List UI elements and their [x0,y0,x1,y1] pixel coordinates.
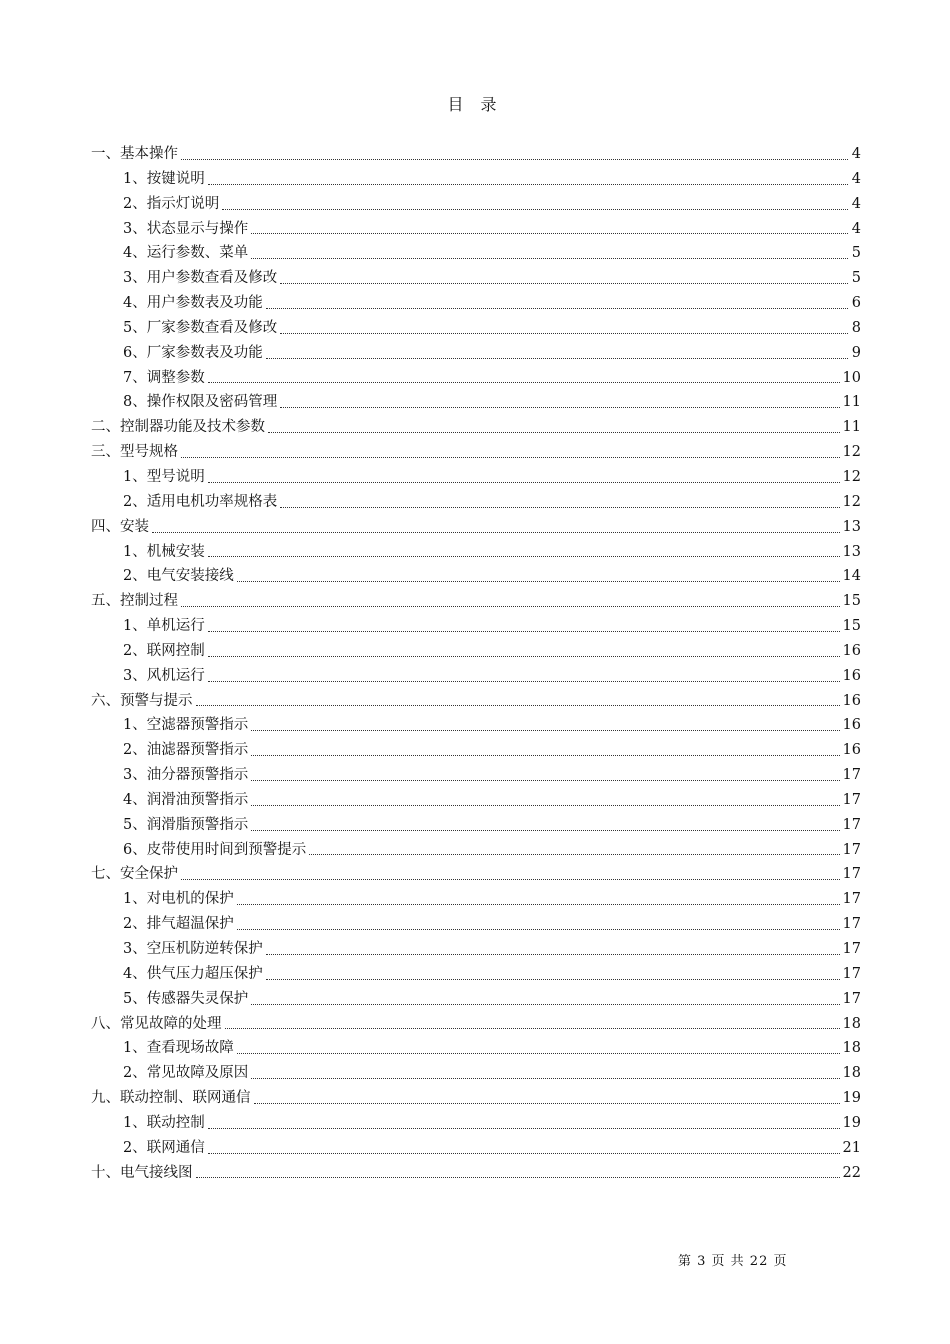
toc-entry-label: 1、按键说明 [123,170,205,187]
toc-entry-page-number: 4 [851,146,861,162]
toc-leader-dots [181,440,840,465]
toc-entry[interactable] [91,862,861,887]
toc-entry[interactable] [91,291,861,316]
toc-entry-page-number: 8 [851,319,861,336]
toc-entry-page-number: 16 [842,717,861,734]
toc-entry[interactable] [91,788,861,813]
toc-entry[interactable] [91,937,861,962]
toc-entry-label: 1、对电机的保护 [123,891,234,908]
toc-entry-label: 4、运行参数、菜单 [123,245,249,262]
toc-leader-dots [280,490,839,515]
toc-leader-dots [208,639,840,664]
toc-entry-page-number: 11 [842,394,861,411]
toc-entry[interactable] [91,1012,861,1037]
toc-entry-page-number: 17 [842,941,861,957]
toc-entry[interactable] [91,589,861,614]
toc-leader-dots [251,763,839,788]
toc-entry[interactable] [91,813,861,838]
toc-entry-label: 5、传感器失灵保护 [123,990,249,1007]
toc-entry-page-number: 14 [842,568,861,585]
toc-leader-dots [251,987,839,1012]
toc-leader-dots [251,788,839,813]
toc-entry-page-number: 5 [851,245,861,262]
toc-leader-dots [237,1036,840,1061]
toc-entry-page-number: 18 [842,1015,861,1032]
toc-entry[interactable] [91,217,861,242]
toc-entry[interactable] [91,689,861,714]
toc-leader-dots [309,838,839,863]
toc-entry[interactable] [91,1136,861,1161]
toc-entry-page-number: 18 [842,1065,861,1082]
toc-entry[interactable] [91,962,861,987]
toc-entry[interactable] [91,987,861,1012]
toc-entry-label: 2、油滤器预警指示 [123,742,249,759]
toc-entry-page-number: 21 [842,1139,861,1156]
toc-entry[interactable] [91,515,861,540]
toc-entry[interactable] [91,465,861,490]
toc-leader-dots [208,614,840,639]
toc-leader-dots [266,962,840,987]
toc-leader-dots [251,1061,839,1086]
toc-entry-page-number: 5 [851,270,861,287]
toc-entry-page-number: 17 [842,767,861,784]
toc-leader-dots [280,266,848,291]
toc-entry-page-number: 6 [851,295,861,312]
toc-leader-dots [152,515,840,540]
toc-entry-page-number: 17 [842,916,861,933]
toc-entry-page-number: 17 [842,866,861,883]
toc-entry-page-number: 9 [851,344,861,361]
toc-entry-label: 二、控制器功能及技术参数 [91,419,265,436]
page-title: 目 录 [447,95,503,114]
toc-entry-label: 6、厂家参数表及功能 [123,344,263,361]
toc-entry-label: 2、排气超温保护 [123,916,234,933]
toc-leader-dots [237,912,840,937]
toc-entry-label: 五、控制过程 [91,593,178,610]
toc-entry-page-number: 16 [842,667,861,684]
toc-entry-page-number: 12 [842,444,861,461]
toc-leader-dots [254,1086,840,1111]
toc-entry[interactable] [91,713,861,738]
toc-entry-label: 七、安全保护 [91,866,178,883]
toc-entry-page-number: 15 [842,593,861,610]
toc-entry[interactable] [91,1036,861,1061]
toc-entry-label: 一、基本操作 [91,146,178,162]
toc-entry[interactable] [91,838,861,863]
toc-entry-label: 四、安装 [91,518,149,535]
toc-entry-label: 1、型号说明 [123,468,205,485]
toc-entry-label: 7、调整参数 [123,369,205,386]
toc-leader-dots [208,1136,840,1161]
toc-entry-page-number: 13 [842,543,861,560]
toc-entry[interactable] [91,887,861,912]
toc-leader-dots [181,589,840,614]
toc-entry-page-number: 18 [842,1040,861,1057]
toc-entry-page-number: 12 [842,493,861,510]
toc-leader-dots [280,316,848,341]
toc-entry[interactable] [91,1086,861,1111]
toc-entry-label: 4、润滑油预警指示 [123,791,249,808]
toc-entry-label: 5、厂家参数查看及修改 [123,319,278,336]
toc-entry-label: 4、供气压力超压保护 [123,965,263,982]
toc-entry[interactable] [91,341,861,366]
toc-leader-dots [251,738,839,763]
toc-entry-label: 1、机械安装 [123,543,205,560]
toc-entry-label: 1、空滤器预警指示 [123,717,249,734]
toc-leader-dots [237,887,840,912]
toc-entry-label: 6、皮带使用时间到预警提示 [123,841,307,858]
toc-entry-page-number: 19 [842,1090,861,1107]
toc-entry-page-number: 16 [842,742,861,759]
toc-entry-label: 十、电气接线图 [91,1164,193,1181]
toc-entry-label: 2、联网控制 [123,642,205,659]
toc-entry-label: 三、型号规格 [91,444,178,461]
toc-entry-label: 八、常见故障的处理 [91,1015,222,1032]
toc-entry-page-number: 19 [842,1114,861,1131]
toc-entry[interactable] [91,1061,861,1086]
toc-entry-label: 3、风机运行 [123,667,205,684]
toc-entry[interactable] [91,639,861,664]
toc-leader-dots [280,390,839,415]
toc-leader-dots [196,1161,840,1186]
toc-entry[interactable] [91,614,861,639]
toc-entry-page-number: 4 [851,220,861,237]
toc-entry[interactable] [91,241,861,266]
toc-entry[interactable] [91,564,861,589]
toc-entry-label: 5、润滑脂预警指示 [123,816,249,833]
toc-entry-page-number: 10 [842,369,861,386]
toc-entry-label: 2、联网通信 [123,1139,205,1156]
toc-entry-label: 九、联动控制、联网通信 [91,1090,251,1107]
toc-entry-page-number: 13 [842,518,861,535]
toc-entry-label: 六、预警与提示 [91,692,193,709]
toc-entry-page-number: 17 [842,816,861,833]
toc-leader-dots [196,689,840,714]
toc-entry-label: 2、常见故障及原因 [123,1065,249,1082]
toc-entry-label: 4、用户参数表及功能 [123,295,263,312]
toc-leader-dots [251,217,848,242]
toc-entry[interactable] [91,490,861,515]
toc-entry-page-number: 16 [842,642,861,659]
toc-leader-dots [208,465,840,490]
toc-entry[interactable] [91,664,861,689]
toc-leader-dots [181,862,840,887]
toc-entry-label: 1、查看现场故障 [123,1040,234,1057]
toc-entry[interactable] [91,738,861,763]
toc-entry[interactable] [91,390,861,415]
toc-entry[interactable] [91,1111,861,1136]
toc-entry-label: 2、电气安装接线 [123,568,234,585]
toc-leader-dots [225,1012,840,1037]
toc-entry-page-number: 4 [851,195,861,212]
toc-entry-page-number: 17 [842,891,861,908]
toc-entry-label: 1、联动控制 [123,1114,205,1131]
toc-entry[interactable] [91,912,861,937]
toc-entry-page-number: 17 [842,841,861,858]
toc-entry[interactable] [91,266,861,291]
toc-leader-dots [208,1111,840,1136]
toc-leader-dots [208,540,840,565]
toc-entry[interactable] [91,142,861,167]
toc-entry-page-number: 12 [842,468,861,485]
toc-entry[interactable] [91,440,861,465]
toc-leader-dots [237,564,840,589]
toc-entry-page-number: 17 [842,990,861,1007]
toc-entry-label: 2、指示灯说明 [123,195,220,212]
toc-entry[interactable] [91,1161,861,1186]
toc-entry-label: 3、用户参数查看及修改 [123,270,278,287]
toc-leader-dots [251,241,848,266]
toc-entry-label: 8、操作权限及密码管理 [123,394,278,411]
toc-leader-dots [251,813,839,838]
toc-entry-label: 3、空压机防逆转保护 [123,941,263,957]
toc-leader-dots [266,937,840,962]
toc-entry-label: 3、油分器预警指示 [123,767,249,784]
toc-leader-dots [251,713,839,738]
toc-entry[interactable] [91,192,861,217]
toc-entry-page-number: 16 [842,692,861,709]
toc-entry[interactable] [91,316,861,341]
page-footer: 第 3 页 共 22 页 [678,1254,788,1269]
toc-leader-dots [181,142,848,167]
toc-entry-page-number: 11 [842,419,861,436]
toc-entry[interactable] [91,415,861,440]
toc-leader-dots [208,366,840,391]
toc-entry-page-number: 15 [842,618,861,635]
toc-leader-dots [208,167,848,192]
toc-leader-dots [208,664,840,689]
toc-entry[interactable] [91,763,861,788]
toc-entry-label: 2、适用电机功率规格表 [123,493,278,510]
toc-entry[interactable] [91,366,861,391]
toc-entry[interactable] [91,540,861,565]
toc-entry-page-number: 17 [842,791,861,808]
toc-leader-dots [268,415,840,440]
toc-entry-page-number: 22 [842,1164,861,1181]
toc-entry-page-number: 17 [842,965,861,982]
toc-entry-label: 1、单机运行 [123,618,205,635]
table-of-contents [91,142,861,1185]
toc-leader-dots [266,341,848,366]
toc-entry-label: 3、状态显示与操作 [123,220,249,237]
toc-leader-dots [266,291,848,316]
toc-leader-dots [222,192,848,217]
toc-entry[interactable] [91,167,861,192]
toc-entry-page-number: 4 [851,170,861,187]
